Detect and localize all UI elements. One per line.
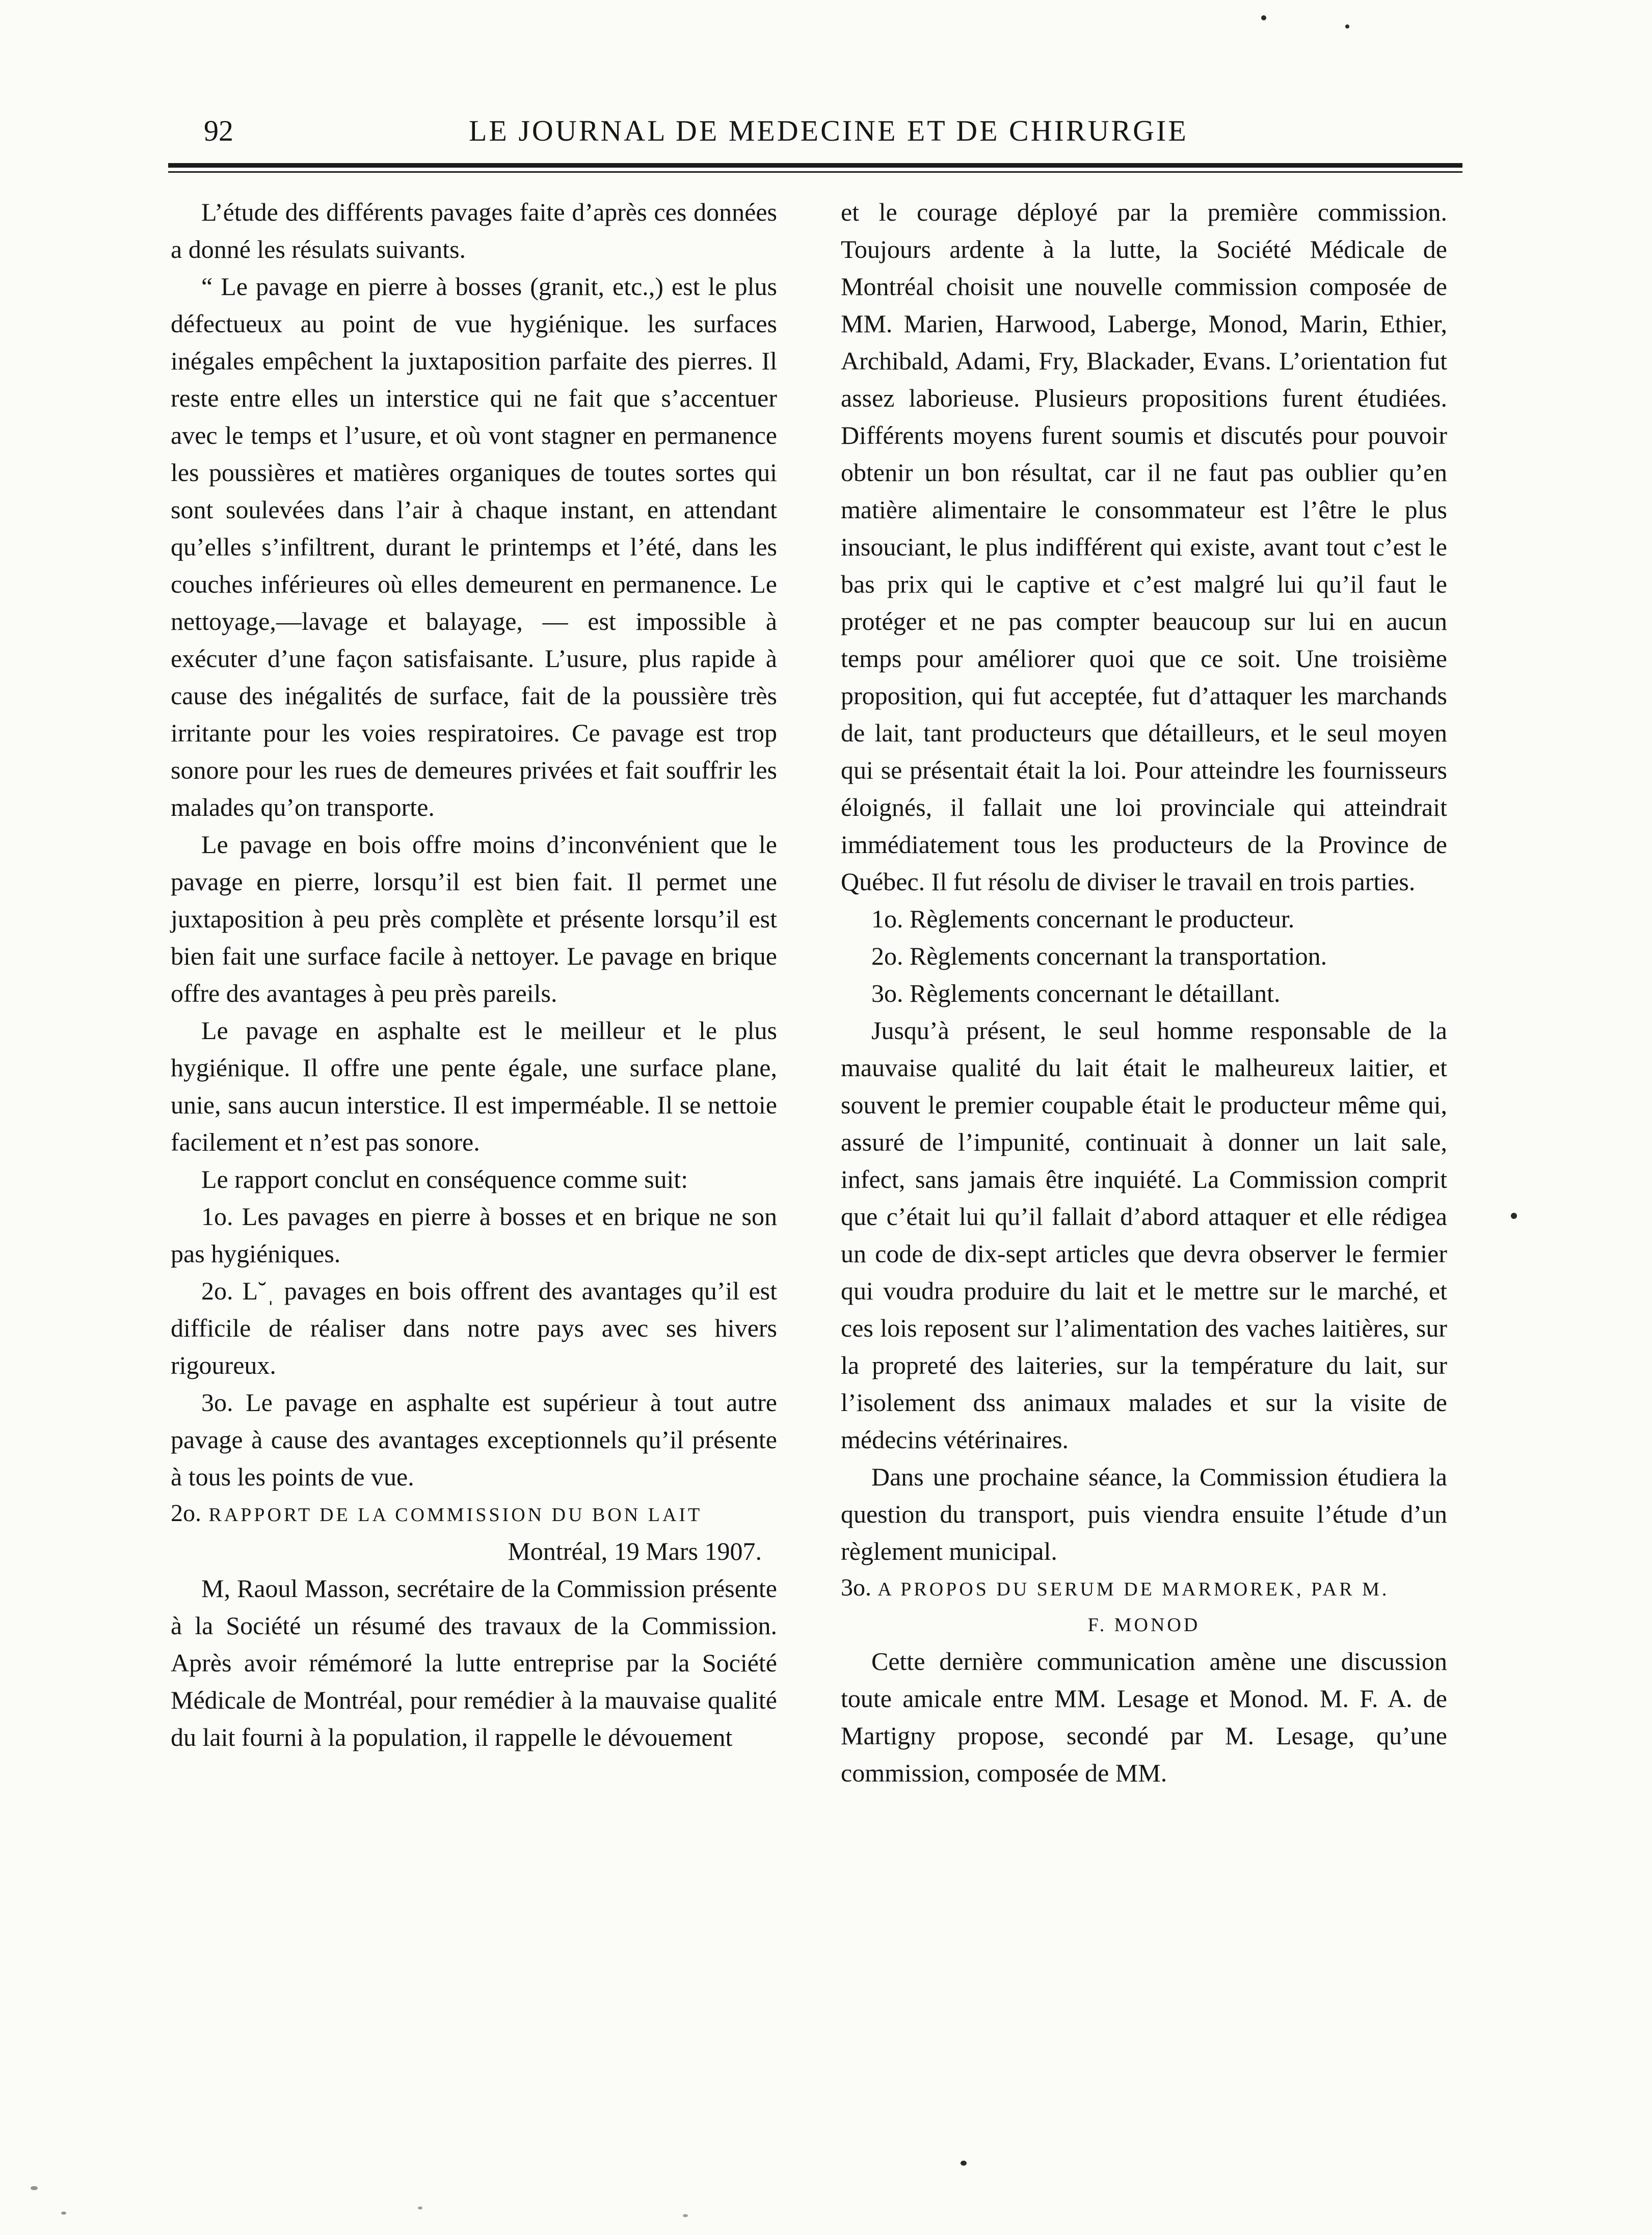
section-heading xyxy=(841,1570,1447,1607)
paragraph: M, Raoul Masson, secrétaire de la Commission présente à la Société un résumé des travaux de la Commission. Après avoir rémémoré la lutte entreprise par la Société Médicale de Montréal, pour remédier à la mauvaise qualité du lait fourni à la population, il rappelle le dévouement xyxy=(171,1574,777,1751)
header-rule-thin xyxy=(168,171,1462,173)
scan-speck xyxy=(961,2161,967,2166)
list-item: 2o. L˘ˌ pavages en bois offrent des avantages qu’il est difficile de réaliser dans notre pays avec ses hivers rigoureux. xyxy=(171,1276,777,1379)
paragraph: “ Le pavage en pierre à bosses (granit, etc.,) est le plus défectueux au point de vue hygiénique. les surfaces inégales empêchent la juxtaposition parfaite des pierres. Il reste entre elles un interstice qui ne fait que s’accentuer avec le temps et l’usure, et où vont stagner en permanence les poussières et matières organiques de toutes sortes qui sont soulevées dans l’air à chaque instant, en attendant qu’elles s’infiltrent, durant le printemps et l’été, dans les couches inférieures où elles demeurent en permanence. Le nettoyage,—lavage et balayage, — est impossible à exécuter d’une façon satisfaisante. L’usure, plus rapide à cause des inégalités de surface, fait de la poussière très irritante pour les voies respiratoires. Ce pavage est trop sonore pour les rues de demeures privées et fait souffrir les malades qu’on transporte. xyxy=(171,272,777,821)
scan-speck xyxy=(1345,24,1349,29)
section-number: 2o. xyxy=(171,1500,201,1527)
scan-speck xyxy=(1511,1213,1517,1219)
paragraph: Cette dernière communication amène une discussion toute amicale entre MM. Lesage et Monod. M. F. A. de Martigny propose, secondé par M. Lesage, qu’une commission, composée de MM. xyxy=(841,1647,1447,1787)
section-heading xyxy=(171,1496,777,1533)
scan-speck xyxy=(61,2212,66,2215)
dateline: Montréal, 19 Mars 1907. xyxy=(508,1537,762,1565)
scan-speck xyxy=(418,2206,422,2210)
paragraph: Le pavage en bois offre moins d’inconvénient que le pavage en pierre, lorsqu’il est bien fait. Il permet une juxtaposition à peu près complète et présente lorsqu’il est bien fait une surface facile à nettoyer. Le pavage en brique offre des avantages à peu près pareils. xyxy=(171,830,777,1007)
section-title: A PROPOS DU SERUM DE MARMOREK, PAR M. xyxy=(877,1579,1390,1600)
list-item: 2o. Règlements concernant la transportation. xyxy=(871,942,1327,970)
right-column xyxy=(841,194,1447,1792)
section-number: 3o. xyxy=(841,1574,871,1601)
list-item: 3o. Règlements concernant le détaillant. xyxy=(871,979,1281,1007)
paragraph: Jusqu’à présent, le seul homme responsable de la mauvaise qualité du lait était le malheureux laitier, et souvent le premier coupable était le producteur même qui, assuré de l’impunité, continuait à donner un lait sale, infect, sans jamais être inquiété. La Commission comprit que c’était lui qu’il fallait d’abord attaquer et elle rédigea un code de dix-sept articles que devra observer le fermier qui voudra produire du lait et le mettre sur le marché, et ces lois reposent sur l’alimentation des vaches laitières, sur la propreté des laiteries, sur la température du lait, sur l’isolement dss animaux malades et sur la visite de médecins vétérinaires. xyxy=(841,1016,1447,1454)
scan-speck xyxy=(31,2186,38,2190)
running-title: LE JOURNAL DE MEDECINE ET DE CHIRURGIE xyxy=(469,114,1188,147)
reglements-list xyxy=(841,900,1447,1012)
paragraph: L’étude des différents pavages faite d’après ces données a donné les résulats suivants. xyxy=(171,198,777,263)
scan-speck xyxy=(683,2214,688,2217)
page-number: 92 xyxy=(204,114,233,147)
paragraph: Dans une prochaine séance, la Commission étudiera la question du transport, puis viendra ensuite l’étude d’un règlement municipal. xyxy=(841,1462,1447,1565)
scan-speck xyxy=(1261,15,1266,20)
section-title-continued: F. MONOD xyxy=(1087,1614,1201,1636)
paragraph: Le pavage en asphalte est le meilleur et le plus hygiénique. Il offre une pente égale, une surface plane, unie, sans aucun interstice. Il est imperméable. Il se nettoie facilement et n’est pas sonore. xyxy=(171,1016,777,1156)
conclusion-list xyxy=(171,1198,777,1496)
list-item: 1o. Les pavages en pierre à bosses et en brique ne son pas hygiéniques. xyxy=(171,1202,777,1268)
paragraph: Le rapport conclut en conséquence comme suit: xyxy=(201,1165,688,1193)
section-title: RAPPORT DE LA COMMISSION DU BON LAIT xyxy=(208,1504,703,1526)
page-header xyxy=(204,113,1457,149)
paragraph: et le courage déployé par la première commission. Toujours ardente à la lutte, la Société Médicale de Montréal choisit une nouvelle commission composée de MM. Marien, Harwood, Laberge, Monod, Marin, Ethier, Archibald, Adami, Fry, Blackader, Evans. L’orientation fut assez laborieuse. Plusieurs propositions furent étudiées. Différents moyens furent soumis et discutés pour pouvoir obtenir un bon résultat, car il ne faut pas oublier qu’en matière alimentaire le consommateur est l’être le plus insouciant, le plus indifférent qui existe, avant tout c’est le bas prix qui le captive et c’est malgré lui qu’il faut le protéger et ne pas compter beaucoup sur lui en aucun temps pour améliorer quoi que ce soit. Une troisième proposition, qui fut acceptée, fut d’attaquer les marchands de lait, tant producteurs que détailleurs, et le seul moyen qui se présentait était la loi. Pour atteindre les fournisseurs éloignés, il fallait une loi provinciale qui atteindrait immédiatement tous les producteurs de la Province de Québec. Il fut résolu de diviser le travail en trois parties. xyxy=(841,198,1447,896)
header-rule-thick xyxy=(168,163,1462,168)
list-item: 3o. Le pavage en asphalte est supérieur à tout autre pavage à cause des avantages exceptionnels qu’il présente à tous les points de vue. xyxy=(171,1388,777,1491)
list-item: 1o. Règlements concernant le producteur. xyxy=(871,904,1295,933)
left-column xyxy=(171,194,777,1756)
